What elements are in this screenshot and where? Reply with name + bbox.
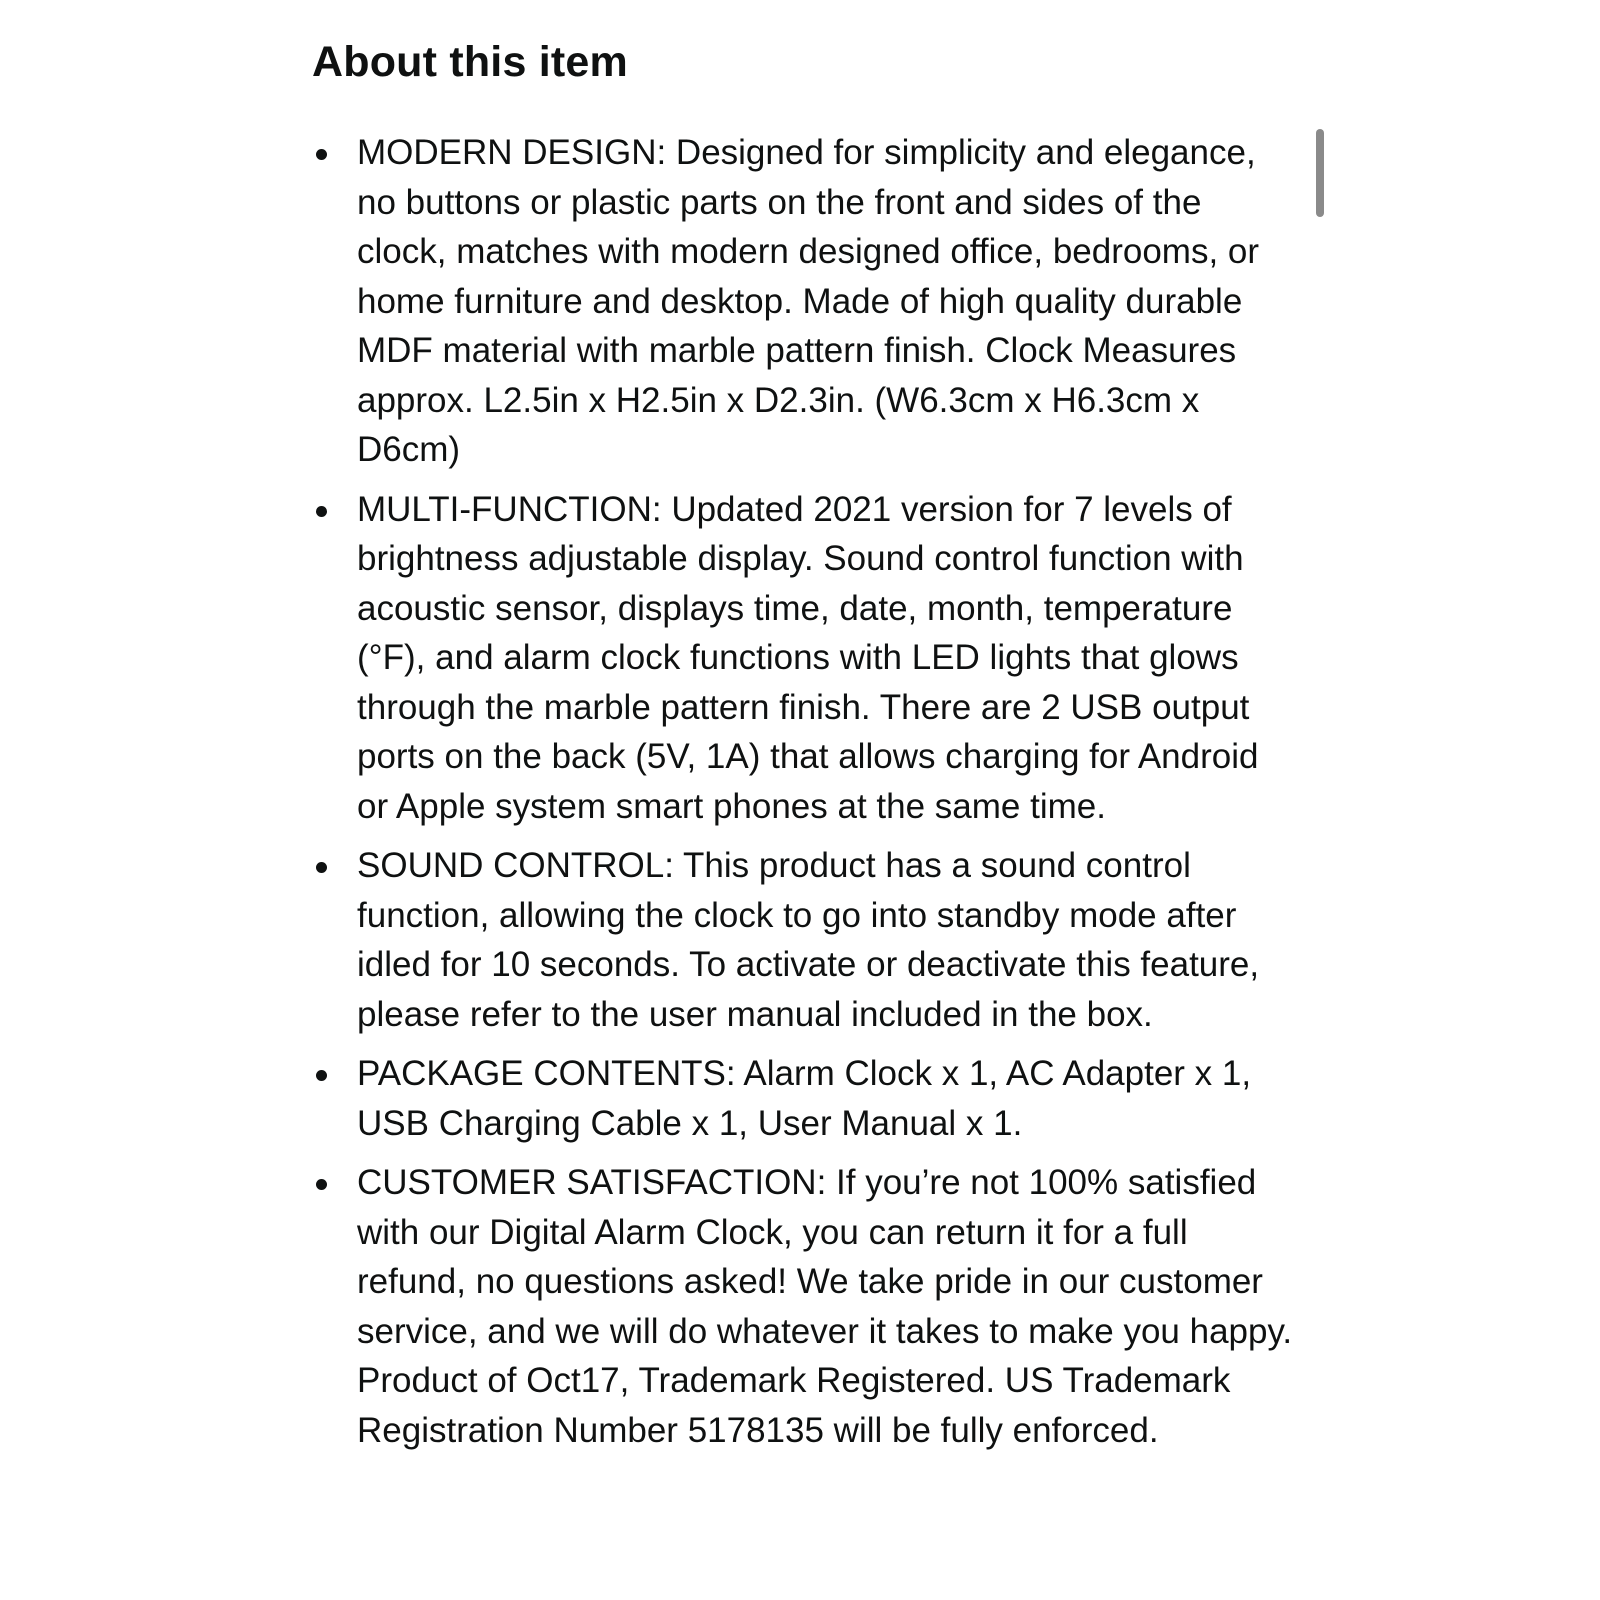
bullet-modern-design: [312, 128, 1297, 475]
bullet-sound-control: [312, 841, 1297, 1039]
bullet-customer-satisfaction: [312, 1158, 1297, 1455]
bullet-text: MODERN DESIGN: Designed for simplicity and elegance, no buttons or plastic parts on the front and sides of the clock, matches with modern designed office, bedrooms, or home furniture and desktop. Made of high quality durable MDF material with marble pattern finish. Clock Measures approx. L2.5in x H2.5in x D2.3in. (W6.3cm x H6.3cm x D6cm): [357, 133, 1260, 469]
bullet-dot-icon: [316, 1179, 327, 1190]
section-title: About this item: [312, 38, 628, 86]
bullet-dot-icon: [316, 149, 327, 160]
bullet-dot-icon: [316, 1070, 327, 1081]
bullet-dot-icon: [316, 506, 327, 517]
bullet-text: SOUND CONTROL: This product has a sound control function, allowing the clock to go into standby mode after idled for 10 seconds. To activate or deactivate this feature, please refer to the user manual included in the box.: [357, 846, 1260, 1034]
bullet-multi-function: [312, 485, 1297, 832]
about-this-item-section: [312, 30, 1302, 1450]
scrollbar-thumb[interactable]: [1316, 129, 1324, 217]
feature-bullet-list: [312, 128, 1302, 1465]
bullet-text: CUSTOMER SATISFACTION: If you’re not 100% satisfied with our Digital Alarm Clock, you can return it for a full refund, no questions asked! We take pride in our customer service, and we will do whatever it takes to make you happy. Product of Oct17, Trademark Registered. US Trademark Registration Number 5178135 will be fully enforced.: [357, 1163, 1293, 1450]
bullet-text: MULTI-FUNCTION: Updated 2021 version for 7 levels of brightness adjustable display. Sound control function with acoustic sensor, displays time, date, month, temperature (°F), and alarm clock functions with LED lights that glows through the marble pattern finish. There are 2 USB output ports on the back (5V, 1A) that allows charging for Android or Apple system smart phones at the same time.: [357, 489, 1259, 826]
bullet-text: PACKAGE CONTENTS: Alarm Clock x 1, AC Adapter x 1, USB Charging Cable x 1, User Manual x 1.: [357, 1054, 1252, 1143]
bullet-package-contents: [312, 1049, 1297, 1148]
bullet-dot-icon: [316, 862, 327, 873]
